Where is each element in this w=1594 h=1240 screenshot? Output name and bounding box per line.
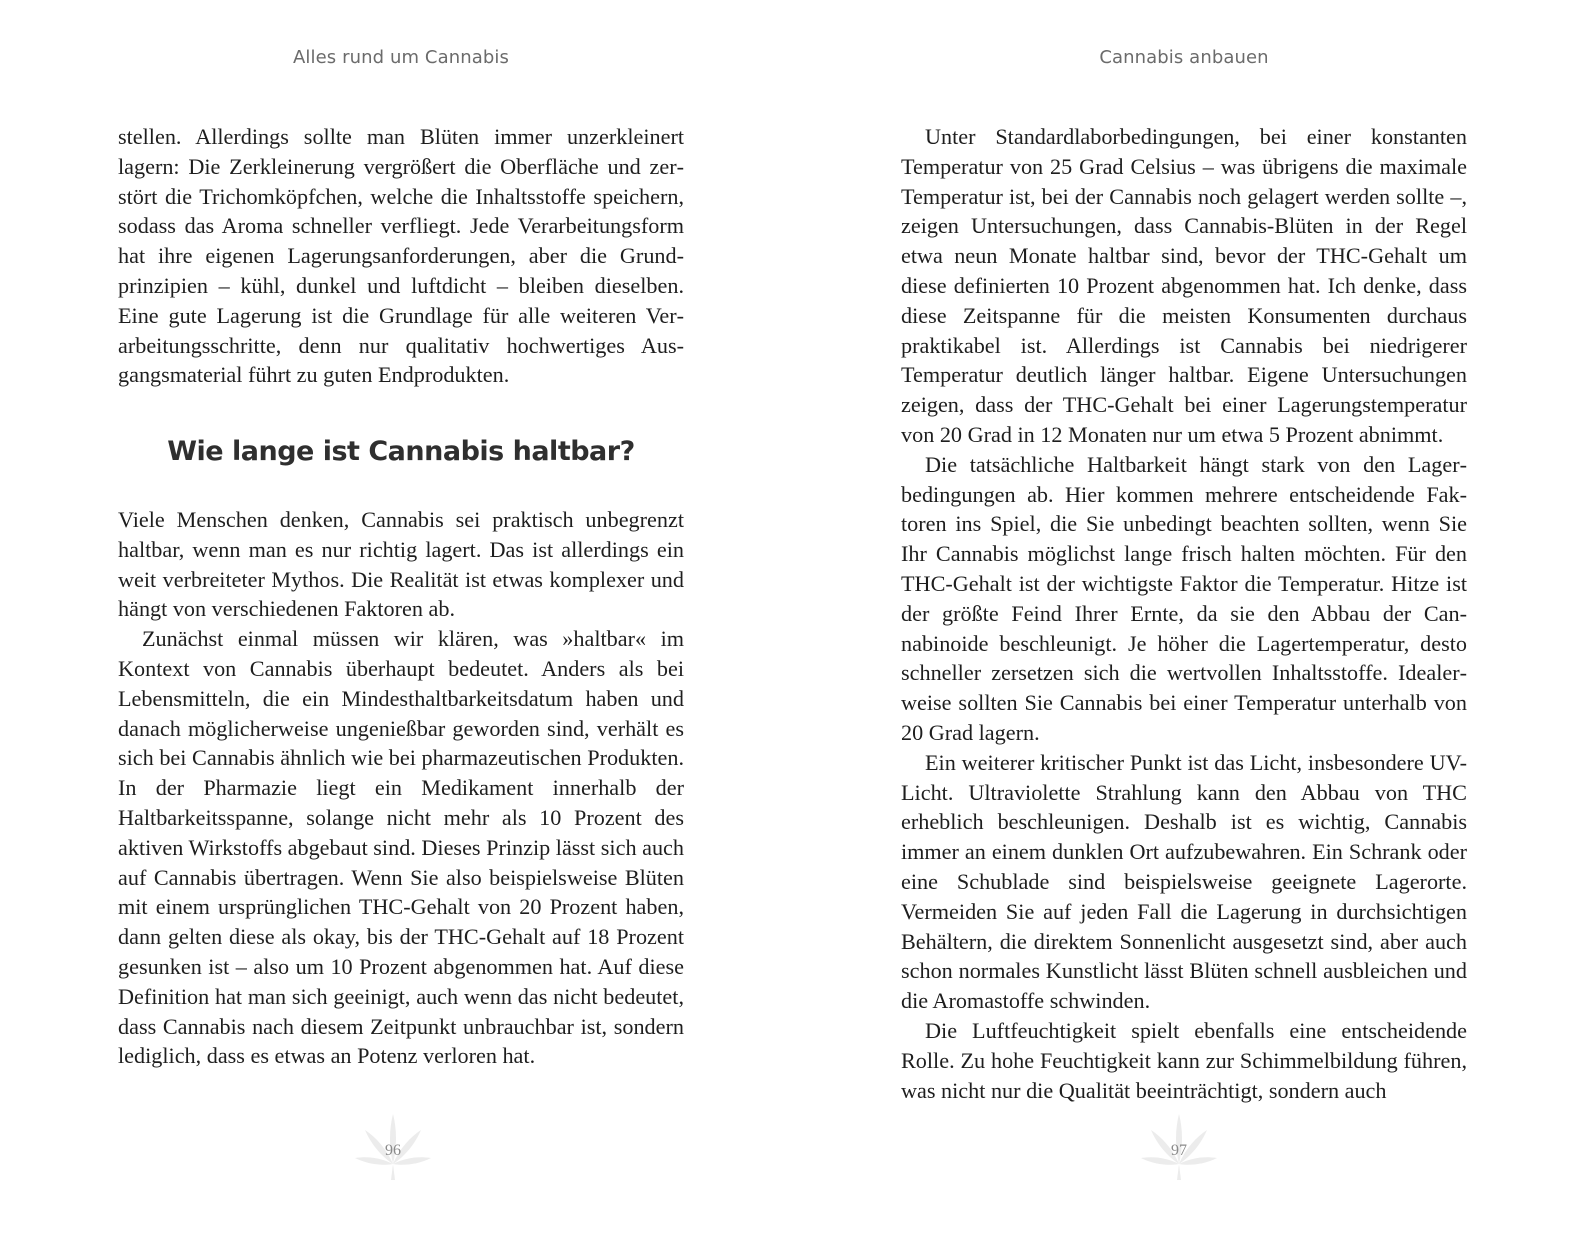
- folio: [1139, 1112, 1219, 1182]
- section-heading: Wie lange ist Cannabis haltbar?: [167, 436, 635, 468]
- paragraph: stellen. Allerdings sollte man Blüten immer unzerkleinert lagern: Die Zerkleinerung vergrößert die Oberfläche und zerstört die Trichomköpfchen, welche die Inhaltsstoffe speichern, sodass das Aroma schneller verfliegt. Jede Verarbeitungsform hat ihre eigenen Lagerungsanforderungen, aber die Grundprinzipien – kühl, dunkel und luftdicht – bleiben dieselben. Eine gute Lagerung ist die Grundlage für alle weiteren Verarbeitungsschritte, denn nur qualitativ hochwertiges Ausgangsmaterial führt zu guten Endprodukten.: [118, 124, 684, 388]
- body-text: [901, 122, 1467, 1105]
- folio: [353, 1112, 433, 1182]
- paragraph: Ein weiterer kritischer Punkt ist das Licht, insbesondere UV-Licht. Ultraviolette Strahlung kann den Abbau von THC erheblich beschleunigen. Deshalb ist es wichtig, Cannabis immer an einem dunklen Ort aufzubewahren. Ein Schrank oder eine Schublade sind beispielsweise geeignete Lagerorte. Vermeiden Sie auf jeden Fall die Lagerung in durchsichtigen Behältern, die direktem Sonnenlicht ausgesetzt sind, aber auch schon normales Kunstlicht lässt Blüten schnell ausbleichen und die Aromastoffe schwinden.: [901, 749, 1467, 1014]
- paragraph: Unter Standardlaborbedingungen, bei einer konstanten Temperatur von 25 Grad Celsius – was übrigens die maximale Temperatur ist, bei der Cannabis noch gelagert werden sollte –, zeigen Untersuchungen, dass Cannabis-Blüten in der Regel etwa neun Monate haltbar sind, bevor der THC-Gehalt um diese definierten 10 Prozent abgenommen hat. Ich denke, dass diese Zeitspanne für die meisten Konsumenten durchaus praktikabel ist. Allerdings ist Cannabis bei niedrigerer Temperatur deutlich länger haltbar. Eigene Untersuchungen zeigen, dass der THC-Gehalt bei einer Lagerungstemperatur von 20 Grad in 12 Monaten nur um etwa 5 Prozent abnimmt.: [901, 124, 1467, 447]
- right-page: [797, 0, 1594, 1240]
- page-number: 97: [1171, 1142, 1187, 1159]
- running-head: Alles rund um Cannabis: [293, 47, 509, 68]
- body-text: [118, 122, 684, 1071]
- page-number: 96: [385, 1142, 401, 1159]
- paragraph: Viele Menschen denken, Cannabis sei praktisch unbegrenzt haltbar, wenn man es nur richtig lagert. Das ist allerdings ein weit verbreiteter Mythos. Die Realität ist etwas komplexer und hängt von verschiedenen Faktoren ab.: [118, 506, 684, 622]
- paragraph: Die Luftfeuchtigkeit spielt ebenfalls eine entscheidende Rolle. Zu hohe Feuchtigkeit kann zur Schimmelbildung führen, was nicht nur die Qualität beeinträchtigt, sondern auch: [901, 1017, 1467, 1103]
- running-head: Cannabis anbauen: [1099, 47, 1269, 68]
- paragraph: Zunächst einmal müssen wir klären, was »haltbar« im Kontext von Cannabis überhaupt bedeutet. Anders als bei Lebensmitteln, die ein Mindesthaltbarkeitsdatum haben und danach möglicherweise ungenießbar geworden sind, verhält es sich bei Cannabis ähnlich wie bei pharmazeutischen Produkten. In der Pharmazie liegt ein Medikament innerhalb der Haltbarkeitsspanne, solange nicht mehr als 10 Prozent des aktiven Wirkstoffs abgebaut sind. Dieses Prinzip lässt sich auch auf Cannabis übertragen. Wenn Sie also beispielsweise Blüten mit einem ursprünglichen THC-Gehalt von 20 Prozent haben, dann gelten diese als okay, bis der THC-Gehalt auf 18 Prozent gesunken ist – also um 10 Prozent abgenommen hat. Auf diese Definition hat man sich geeinigt, auch wenn das nicht bedeutet, dass Cannabis nach diesem Zeitpunkt unbrauchbar ist, sondern lediglich, dass es etwas an Potenz verloren hat.: [118, 626, 684, 1069]
- paragraph: Die tatsächliche Haltbarkeit hängt stark von den Lagerbedingungen ab. Hier kommen mehrere entscheidende Faktoren ins Spiel, die Sie unbedingt beachten sollten, wenn Sie Ihr Cannabis möglichst lange frisch halten möchten. Für den THC-Gehalt ist der wichtigste Faktor die Temperatur. Hitze ist der größte Feind Ihrer Ernte, da sie den Abbau der Cannabinoide beschleunigt. Je höher die Lagertemperatur, desto schneller zersetzen sich die wertvollen Inhaltsstoffe. Idealerweise sollten Sie Cannabis bei einer Temperatur unterhalb von 20 Grad lagern.: [901, 451, 1467, 745]
